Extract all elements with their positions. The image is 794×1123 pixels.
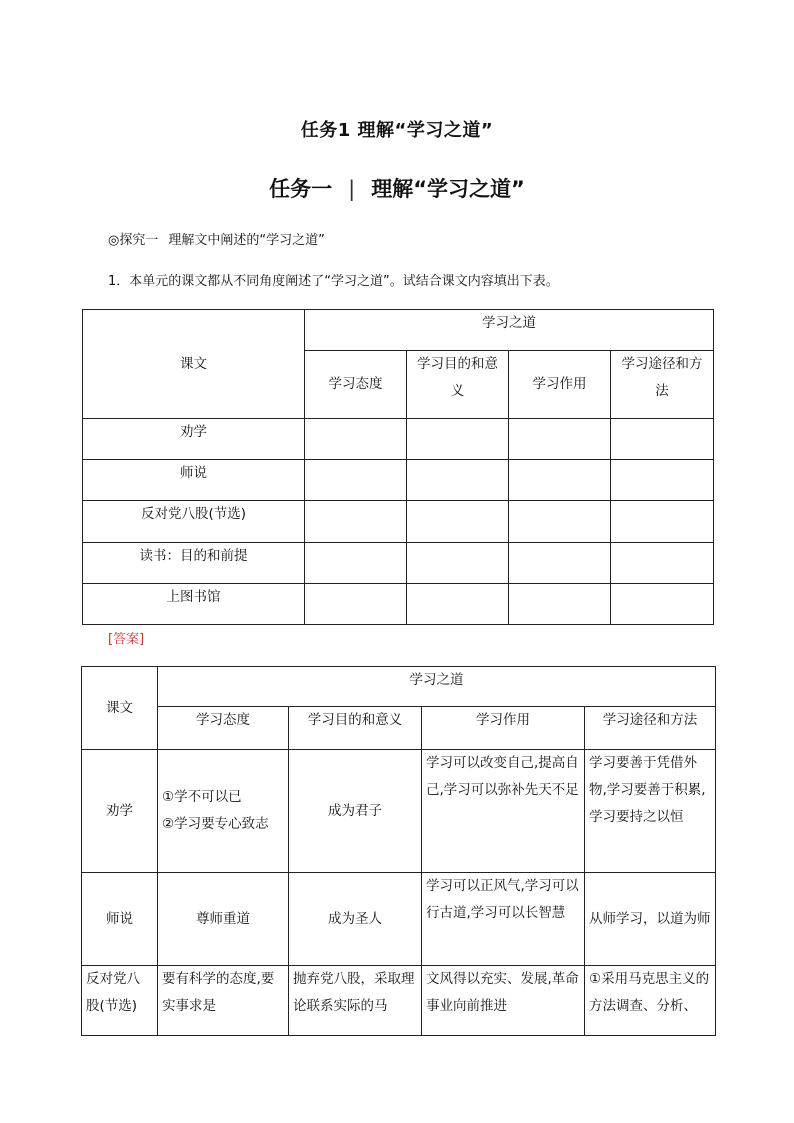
header-learning-way: 学习之道 — [158, 667, 716, 707]
blank-cell[interactable] — [509, 501, 611, 543]
blank-cell[interactable] — [305, 501, 407, 543]
row-title: 反对党八股(节选) — [82, 966, 158, 1036]
method-cell: 学习要善于凭借外物,学习要善于积累,学习要持之以恒 — [585, 750, 716, 873]
header-attitude: 学习态度 — [305, 351, 407, 419]
row-title: 师说 — [83, 460, 305, 501]
blank-cell[interactable] — [305, 419, 407, 460]
answer-table — [81, 666, 716, 1036]
purpose-cell: 抛弃党八股，采取理论联系实际的马 — [289, 966, 422, 1036]
explore-marker: ◎探究一 — [108, 233, 159, 248]
purpose-cell: 成为圣人 — [289, 873, 422, 966]
purpose-cell: 成为君子 — [289, 750, 422, 873]
header-method: 学习途径和方法 — [611, 351, 714, 419]
attitude-item: ①学不可以已 — [162, 789, 242, 805]
blank-cell[interactable] — [611, 501, 714, 543]
blank-cell[interactable] — [611, 460, 714, 501]
header-attitude: 学习态度 — [158, 707, 289, 750]
blank-cell[interactable] — [509, 419, 611, 460]
row-title: 读书：目的和前提 — [83, 543, 305, 584]
blank-cell[interactable] — [407, 460, 509, 501]
method-cell: ①采用马克思主义的方法调查、分析、 — [585, 966, 716, 1036]
blank-cell[interactable] — [305, 584, 407, 625]
blank-cell[interactable] — [407, 501, 509, 543]
attitude-cell: 要有科学的态度,要实事求是 — [158, 966, 289, 1036]
row-title: 上图书馆 — [83, 584, 305, 625]
header-text-column: 课文 — [82, 667, 158, 750]
attitude-item: ②学习要专心致志 — [162, 816, 269, 832]
blank-cell[interactable] — [407, 543, 509, 584]
effect-cell: 学习可以正风气,学习可以行古道,学习可以长智慧 — [422, 873, 585, 966]
task-heading — [0, 173, 794, 203]
header-method: 学习途径和方法 — [585, 707, 716, 750]
row-title: 师说 — [82, 873, 158, 966]
answer-label: [答案] — [108, 632, 145, 647]
attitude-cell — [158, 750, 289, 873]
blank-cell[interactable] — [611, 584, 714, 625]
task-heading-left: 任务一 — [269, 177, 333, 201]
heading-separator: | — [348, 177, 356, 201]
blank-cell[interactable] — [407, 584, 509, 625]
explore-line — [108, 229, 325, 248]
row-title: 反对党八股(节选) — [83, 501, 305, 543]
blank-worksheet-table — [82, 309, 714, 625]
header-purpose: 学习目的和意义 — [407, 351, 509, 419]
blank-cell[interactable] — [611, 419, 714, 460]
section-title: 任务1 理解“学习之道” — [300, 120, 494, 141]
effect-cell: 文风得以充实、发展,革命事业向前推进 — [422, 966, 585, 1036]
row-title: 劝学 — [83, 419, 305, 460]
question-text: 1．本单元的课文都从不同角度阐述了“学习之道”。试结合课文内容填出下表。 — [108, 274, 559, 289]
blank-cell[interactable] — [509, 460, 611, 501]
header-purpose: 学习目的和意义 — [289, 707, 422, 750]
explore-text: 理解文中阐述的“学习之道” — [168, 233, 325, 248]
blank-cell[interactable] — [611, 543, 714, 584]
blank-cell[interactable] — [509, 543, 611, 584]
header-learning-way: 学习之道 — [305, 310, 714, 351]
header-text-column: 课文 — [83, 310, 305, 419]
blank-cell[interactable] — [305, 543, 407, 584]
blank-cell[interactable] — [509, 584, 611, 625]
header-effect: 学习作用 — [509, 351, 611, 419]
method-cell: 从师学习，以道为师 — [585, 873, 716, 966]
task-heading-right: 理解“学习之道” — [371, 177, 525, 201]
header-effect: 学习作用 — [422, 707, 585, 750]
blank-cell[interactable] — [305, 460, 407, 501]
effect-cell: 学习可以改变自己,提高自己,学习可以弥补先天不足 — [422, 750, 585, 873]
attitude-cell: 尊师重道 — [158, 873, 289, 966]
blank-cell[interactable] — [407, 419, 509, 460]
row-title: 劝学 — [82, 750, 158, 873]
